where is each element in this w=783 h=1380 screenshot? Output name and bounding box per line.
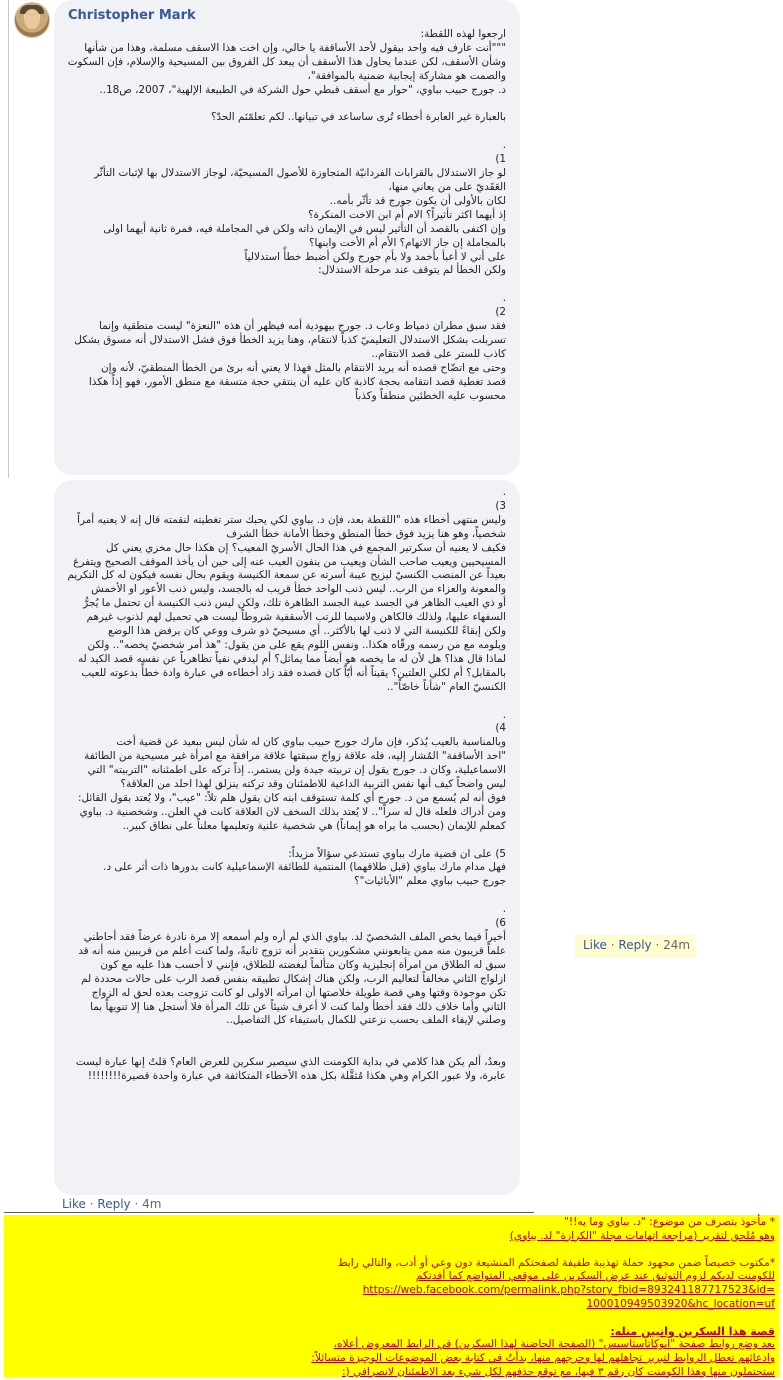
permalink-link[interactable]: 100010949503920&hc_location=uf: [586, 1297, 775, 1310]
like-button[interactable]: Like: [62, 1197, 86, 1211]
comment-paragraph: تسربلت بشكل الاستدلال التعليميّ كذباً لانتقام، وهنا يزيد الخطأ فوق فشل الاستدلال أنه مسوق بشكل: [74, 333, 506, 346]
comment-paragraph: 1): [495, 153, 506, 166]
comment-text-1: [66, 28, 506, 403]
avatar[interactable]: [14, 2, 50, 38]
comment-paragraph: ومن أدراك فلعله قال له سراً".. لا يُعتد بذلك السخف لان العلاقة كانت في العلن.. وشخصنية د. بباوي: [79, 805, 506, 818]
comment-paragraph: .: [502, 292, 506, 305]
comment-author[interactable]: Christopher Mark: [68, 8, 196, 23]
comment-paragraph: وإن اكتفى بالقصد أن التأثير ليس في الإيمان ذاته ولكن في المجاملة فيه، فمرة ثانية أيهما اولى: [103, 222, 506, 235]
comment-paragraph: [66, 1028, 506, 1042]
footer-line: وهو مُلحق لتقرير (مراجعة اتهامات مجلة "الكرازة" لد. بباوي): [509, 1229, 775, 1242]
comment-paragraph: [66, 125, 506, 139]
comment-paragraph: بالمقابل؟ أم لكلي العلتين؟ يقيناً أنه أيّاً كان قصده فقد زاد أخطاءه في عبارة وادة خطأً بدعوته للعيب: [81, 666, 506, 679]
comment-paragraph: .: [502, 903, 506, 916]
reply-button[interactable]: Reply: [97, 1197, 131, 1211]
comment-paragraph: لماذا قال هذا؟ هل لأن له ما يخصه هو أيضاً مما يماثل؟ أم ليدفي نفياً تظاهرياً عن نفسه قصد الكيد له: [77, 652, 506, 665]
comment-paragraph: فكيف لا يعنيه أن سكرتير المجمع في هذا الحال الأسريّ المعيب؟ إن هكذا حال مخزي يعني كل: [106, 541, 506, 554]
comment-paragraph: 6): [495, 917, 506, 930]
comment-paragraph: ازلواج الثاني مخالفاً لتعاليم الرب، ولكن هناك إشكال تطبيقه بنفس قصد الرب على حالات محددة لم: [81, 972, 506, 985]
comment-paragraph: والصمت هو مشاركة إيجابية ضمنية بالموافقة"،: [307, 69, 506, 82]
comment-paragraph: 4): [495, 722, 506, 735]
comment-paragraph: أخيراً فيما يخص الملف الشخصيّ لد. بباوي الذي لم أره ولم أسمعه إلا مرة نادرة عرضاً فقد أحاطني: [83, 931, 506, 943]
separator: ·: [655, 938, 660, 952]
comment-paragraph: الكنسيّ العام "شأناً خاصّاً"..: [386, 680, 506, 693]
comment-paragraph: لكان بالأولى أن يكون جورج قد تأثّر بأمه..: [329, 194, 506, 207]
comment-paragraph: .: [502, 486, 506, 498]
comment-paragraph: [66, 834, 506, 848]
comment-paragraph: 3): [495, 499, 506, 512]
comment-paragraph: [66, 889, 506, 903]
comment-paragraph: ليس واضحاً كيف أنها نفس التربية الداعية للاطمئنان وقد تركته ينزلق لهذا احلد من العلاقة؟: [120, 778, 506, 791]
comment-paragraph: ولكن إبقاءً للكنيسة التي لا ذنب لها بالأكثر.. أي مسيحيّ ذو شرف ووعي كان يرفض هذا الوضع: [107, 625, 506, 638]
timestamp[interactable]: 4m: [142, 1197, 162, 1211]
divider: [4, 1212, 534, 1213]
comment-paragraph: .: [502, 708, 506, 721]
comment-paragraph: وشأن الأسقف، لكن عندما يحاول هذا الأسقف أن يبعد كل الفروق بين المسيحية والإسلام، فإن السكوت: [67, 55, 506, 68]
comment-paragraph: إذ أيهما اكثر تأثيراً؟ الام أم ابن الاخت المنكرة؟: [308, 208, 506, 221]
like-button[interactable]: Like: [583, 938, 607, 952]
comment-paragraph: والمعونة والعزاء من الرب.. ليس ذنب الواحد خطأ قريب له بالجسد، وليس ذنب الأعور او الأخمش: [91, 583, 506, 596]
comment-paragraph: """أنت عارف فيه واحد بيقول لأحد الأساقفة يا خالي، وإن اخت هذا الاسقف مسلمة، وهذا من شأنها: [84, 41, 506, 54]
comment-paragraph: تكن موجودة وقتها وهي قصة طويلة خلاصتها أن امرأته الاولى لو كانت تزوجت بعده لحق له الزواج: [91, 986, 506, 999]
comment-paragraph: [66, 278, 506, 292]
comment-paragraph: المسيحيين ويعيب صاحب الشأن ويعيب من ينفون العيب عنه إلى حين أن يأخذ الموقف الصحيح ويتفرغ: [73, 555, 506, 568]
footer-line: * مأخوذ بتصرف من موضوع: "د. بباوي وما يه!!": [563, 1216, 775, 1228]
comment-paragraph: وصلني لإيفاء الملف بحسب نزعتي للكمال باستيفاء كل التفاصيل..: [226, 1014, 506, 1027]
separator: ·: [610, 938, 615, 952]
comment-paragraph: .: [502, 139, 506, 152]
comment-paragraph: وحتى مع اتضّاح قصده أنه يريد الانتقام بالمثل فهذا لا يعني أنه برئ من الخطأ المنطقيّ، لأنه وإن: [101, 361, 506, 374]
comment-paragraph: الاسماعيلية، وكان د. جورج يقول إن تربيته جيدة ولن يستمر.. إذاً تركه على اطمئنانه "التربيته" التي: [87, 764, 506, 777]
comment-paragraph: بالمجاملة إن جاز الاتهام؟ الأم أم الأخت وابنها؟: [309, 236, 506, 249]
comment-paragraph: لو جاز الاستدلال بالقرابات الفردانيّة المتجاوزة للأصول المسيحيّة، لوجاز الاستدلال بها لإثبات التأثّر: [94, 167, 506, 180]
comment-paragraph: وليس منتهى أخطاء هذه "اللقطة بعد، فإن د. بباوي لكي يحبك ستر تغطيته لنقمته قال إنه لا يعنيه أمراً: [77, 513, 506, 526]
comment-paragraph: بالعبارة غير العابرة أخطاء تُرى ساساعد في تبيانها.. لكم تعلمّنَم الحدّ؟: [210, 111, 506, 124]
comment-paragraph: جورج حبيب بباوي معلم "الأبائيات"؟: [354, 875, 506, 888]
comment-paragraph: كاذب للستر على قصد الانتقام..: [371, 347, 506, 360]
comment-actions-2: [62, 1197, 161, 1211]
footer-line: *مكتوب خصيصاً ضمن مجهود حملة تهذيبة طفيفة لصفحتكم المنشيعة دون وعي أو أدب، والتالي رابط: [337, 1256, 775, 1269]
reply-button[interactable]: Reply: [618, 938, 652, 952]
comment-paragraph: شخصياً، وهو هنا يزيد فوق خطأ المنطق وخطأ الأمانة خطأ الشرف: [226, 527, 506, 540]
footer-note: [4, 1216, 775, 1379]
comment-paragraph: ويلومه مع من رسمه ورقّاه هكذا.. ونفس اللوم يقع على من يقول: "هذ أمر شخصيّ يخصه".. ولكن: [87, 638, 506, 651]
comment-paragraph: [66, 1042, 506, 1056]
comment-paragraph: فهل مدام مارك بباوي (قبل طلاقهما) المنتمية للطائفة الإسماعيلية كانت بدورها ذات أثر على د.: [103, 861, 506, 874]
thread-line: [8, 0, 9, 478]
comment-paragraph: ارجعوا لهذه اللقطة:: [420, 28, 506, 40]
comment-paragraph: الثاني وأما خلاف ذلك فقد أخطأ ولما كنت لا أعرف شيئاً عن تلك المرأة فلا أستجل هنا إلا تنويهاً بما: [90, 1000, 506, 1013]
comment-paragraph: السفهاء عليها، ولذلك فالكاهن ولاسيما للرتب الأسقفية شروطاً ليست هي تحميل لهم لذنوب غيرهم: [86, 611, 506, 624]
footer-line: وادعائهم تعطل الروابط لتبرير تجاهلهم لها وحرجهم منها، بدأتُ في كتابة بعض الموضوعات الوجيزة متسائلاً:: [311, 1351, 775, 1364]
comment-paragraph: فقد سبق مطران دمياط وعاب د. جورج بيهودية أمه فيظهر أن هذه "النعزة" ليست منطقية وإنما: [99, 320, 506, 333]
comment-paragraph: 5) على ان قضية مارك بباوي تستدعي سؤالاً مزيداً:: [288, 847, 506, 860]
comment-paragraph: سبق له الطلاق من امرأة إنجليزية وكان متألماً لبغضته للطلاق، فإنني لا أحسب هذا عليه مع كون: [100, 958, 506, 971]
comment-paragraph: 2): [495, 306, 506, 319]
comment-paragraph: كمعلم للإيمان (بحسب ما يراه هو إيماناً) هي شخصية علنية وتعليمها معلناً على نطاق كبير..: [122, 819, 506, 832]
comment-paragraph: محسوب عليه الخطئين منطقاً وكذباً: [355, 389, 506, 402]
comment-paragraph: عابرة، ولا عبور الكرام وهي هكذا مُثقَّلة بكل هذه الأخطاء المتكاثفة في عبارة واحدة قصيرة!!!!!!!!: [87, 1070, 506, 1083]
comment-paragraph: [66, 98, 506, 112]
comment-paragraph: العَقَديّ على من يعاني منها،: [388, 180, 506, 193]
comment-paragraph: [66, 695, 506, 709]
comment-paragraph: قصد تغطية قصد انتقامه بحجة كاذبة كان عليه أن ينتقي حجة متسقة مع منطق الأمور، فهو إذاً هكذا: [88, 375, 506, 388]
separator: ·: [89, 1197, 94, 1211]
footer-heading: قصة هذا السكرين وانيين منله:: [610, 1324, 775, 1338]
comment-paragraph: د. جورج حبيب بباوي، "حوار مع أسقف قبطي حول الشركة في الطبيعة الإلهية"، 2007، ص18..: [99, 83, 506, 96]
comment-paragraph: علماً قريبون منه ممن يتابعونني مشكورين بتقدير أنه تزوج ثانيةً، ولما كنت أعلم من قريبين منه أنه قد: [78, 944, 506, 957]
comment-paragraph: على أني لا أعبأ بأخمد ولا بأم جورج ولكن أضبط خطأً استدلالياً: [244, 250, 506, 263]
permalink-link[interactable]: https://web.facebook.com/permalink.php?story_fbid=893241187717523&id=: [362, 1283, 775, 1296]
avatar-face: [24, 9, 40, 29]
comment-paragraph: وبالمناسبة بالعيب يُذكر، فإن مارك جورج حبيب بباوي كان له شأن ليس ببعيد عن قضية أخت: [116, 736, 506, 749]
separator: ·: [134, 1197, 139, 1211]
comment-paragraph: أو ذي العيب الظاهر في الجسد عيبة الجسد الظاهرة تلك، ولكن ليس ذنب الكنيسة أن تحتمل ما يُجرُّ: [83, 597, 506, 610]
comment-text-2: [66, 486, 506, 1084]
comment-paragraph: بعيداً عن المنصب الكنسيّ ليزيح عيبة أسرته عن سمعة الكنيسة ويقوم بحال نفسه فيكون له كل التكريم: [67, 569, 506, 582]
timestamp[interactable]: 24m: [663, 938, 691, 952]
footer-line: للكومنت لديكم لزوم التوثيق عند عرض السكرين على موقعي المتواضع كما أفدتكم: [415, 1270, 775, 1283]
comment-paragraph: فوق أنه لم يُسمع من د. جورج أي كلمة تستوقف ابنه كان يقول هلم تلاً: "عيب"، ولا يُعتد بقول القائل:: [78, 791, 506, 804]
comment-actions-1: [583, 938, 690, 952]
footer-line: ستحتملون منها وهذا الكومنت كان رقم ٣ فيها، مع توقع حذفهم لكل شيء بعد الاطمئنان لانصرافي (:: [341, 1365, 775, 1378]
footer-line: بعد وضع روابط صفحة "ابوكاتاستاسيس" (الصفحة الحاضنة لهذا السكرين) في الرابط المعروض أعلاه،: [333, 1338, 775, 1351]
comment-paragraph: "احد الأساقفة" المُشار إليه، فله علاقة زواج سبقتها علاقة مرافقة مع امرأة غير مسيحية من الطائفة: [84, 750, 506, 763]
comment-paragraph: ولكن الخطأ لم يتوقف عند مرحلة الاستدلال:: [318, 264, 506, 277]
comment-paragraph: وبعدُ، ألم يكن هذا كلامي في بداية الكومنت الذي سيصير سكرين للعرض العام؟ قلتُ إنها عبارة ليست: [75, 1056, 506, 1069]
